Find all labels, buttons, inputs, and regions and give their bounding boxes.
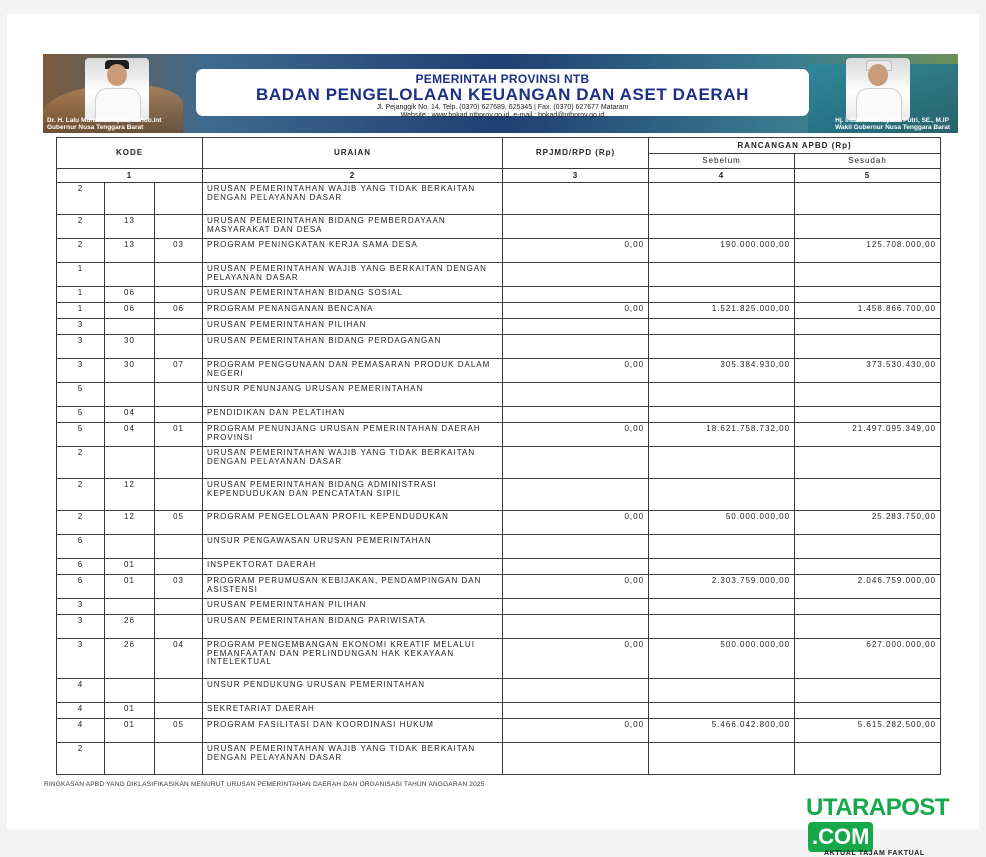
agency-title: BADAN PENGELOLAAN KEUANGAN DAN ASET DAERAH — [255, 85, 750, 104]
table-row — [57, 511, 941, 535]
uraian-cell: PROGRAM PENUNJANG URUSAN PEMERINTAHAN DAERAH PROVINSI — [203, 423, 503, 447]
table-row — [57, 407, 941, 423]
sesudah-cell — [795, 535, 941, 559]
rpjmd-cell — [503, 559, 649, 575]
sebelum-cell — [649, 559, 795, 575]
sebelum-cell — [649, 383, 795, 407]
uraian-cell: URUSAN PEMERINTAHAN WAJIB YANG TIDAK BERKAITAN DENGAN PELAYANAN DASAR — [203, 743, 503, 775]
rpjmd-cell: 0,00 — [503, 239, 649, 263]
rpjmd-cell — [503, 319, 649, 335]
sesudah-cell — [795, 263, 941, 287]
kode-2-cell — [105, 319, 155, 335]
kode-1-cell: 2 — [57, 511, 105, 535]
kode-3-cell — [155, 183, 203, 215]
sesudah-cell: 125.708.000,00 — [795, 239, 941, 263]
kode-2-cell: 13 — [105, 239, 155, 263]
kode-2-cell: 30 — [105, 335, 155, 359]
rpjmd-cell — [503, 599, 649, 615]
rpjmd-cell — [503, 335, 649, 359]
uraian-cell: PROGRAM FASILITASI DAN KOORDINASI HUKUM — [203, 719, 503, 743]
uraian-cell: URUSAN PEMERINTAHAN WAJIB YANG TIDAK BERKAITAN DENGAN PELAYANAN DASAR — [203, 183, 503, 215]
table-row — [57, 183, 941, 215]
table-row — [57, 239, 941, 263]
kode-3-cell: 06 — [155, 303, 203, 319]
kode-2-cell — [105, 535, 155, 559]
sebelum-cell — [649, 703, 795, 719]
kode-2-cell — [105, 743, 155, 775]
kode-1-cell: 4 — [57, 703, 105, 719]
kode-3-cell — [155, 615, 203, 639]
kode-2-cell: 01 — [105, 719, 155, 743]
vice-governor-portrait — [846, 58, 910, 120]
uraian-cell: PROGRAM PENGGUNAAN DAN PEMASARAN PRODUK DALAM NEGERI — [203, 359, 503, 383]
sesudah-cell — [795, 447, 941, 479]
sesudah-cell — [795, 335, 941, 359]
sebelum-cell — [649, 183, 795, 215]
footnote: RINGKASAN APBD YANG DIKLASIFIKASIKAN MENURUT URUSAN PEMERINTAHAN DAERAH DAN ORGANISASI TAHUN ANGGARAN 2025 — [44, 781, 485, 788]
uraian-cell: PROGRAM PERUMUSAN KEBIJAKAN, PENDAMPINGAN DAN ASISTENSI — [203, 575, 503, 599]
kode-3-cell: 04 — [155, 639, 203, 679]
kode-1-cell: 5 — [57, 407, 105, 423]
kode-3-cell — [155, 535, 203, 559]
kode-2-cell — [105, 599, 155, 615]
kode-3-cell — [155, 407, 203, 423]
kode-1-cell: 2 — [57, 183, 105, 215]
sesudah-cell: 25.283.750,00 — [795, 511, 941, 535]
sesudah-cell: 5.615.282.500,00 — [795, 719, 941, 743]
kode-1-cell: 2 — [57, 215, 105, 239]
sesudah-cell — [795, 743, 941, 775]
kode-2-cell: 06 — [105, 303, 155, 319]
sebelum-cell: 190.000.000,00 — [649, 239, 795, 263]
kode-1-cell: 3 — [57, 615, 105, 639]
rpjmd-cell — [503, 615, 649, 639]
sesudah-cell: 373.530.430,00 — [795, 359, 941, 383]
rpjmd-cell — [503, 479, 649, 511]
header-banner — [43, 54, 958, 133]
kode-2-cell — [105, 447, 155, 479]
kode-1-cell: 6 — [57, 535, 105, 559]
sesudah-cell — [795, 479, 941, 511]
utarapost-logo — [806, 794, 986, 857]
kode-3-cell: 05 — [155, 511, 203, 535]
kode-1-cell: 1 — [57, 303, 105, 319]
sebelum-cell — [649, 407, 795, 423]
governor-name: Dr. H. Lalu Muhamad Iqbal, M.Hub.Int — [47, 117, 162, 124]
sebelum-cell — [649, 263, 795, 287]
header-title-box — [196, 69, 809, 119]
table-row — [57, 263, 941, 287]
vice-governor-name: Hj. Indah Dhamayanti Putri, SE., M.IP — [835, 117, 949, 124]
sesudah-cell — [795, 703, 941, 719]
kode-3-cell — [155, 599, 203, 615]
uraian-cell: URUSAN PEMERINTAHAN WAJIB YANG BERKAITAN DENGAN PELAYANAN DASAR — [203, 263, 503, 287]
rpjmd-cell — [503, 183, 649, 215]
sebelum-cell — [649, 679, 795, 703]
kode-1-cell: 3 — [57, 359, 105, 383]
table-row — [57, 743, 941, 775]
uraian-cell: URUSAN PEMERINTAHAN BIDANG ADMINISTRASI KEPENDUDUKAN DAN PENCATATAN SIPIL — [203, 479, 503, 511]
header-kode: KODE — [57, 138, 203, 169]
kode-1-cell: 6 — [57, 559, 105, 575]
sesudah-cell — [795, 215, 941, 239]
table-row — [57, 359, 941, 383]
vice-governor-role: Wakil Gubernur Nusa Tenggara Barat — [835, 124, 950, 131]
kode-1-cell: 2 — [57, 743, 105, 775]
table-row — [57, 535, 941, 559]
sebelum-cell: 2.303.759.000,00 — [649, 575, 795, 599]
uraian-cell: UNSUR PENUNJANG URUSAN PEMERINTAHAN — [203, 383, 503, 407]
uraian-cell: URUSAN PEMERINTAHAN BIDANG PERDAGANGAN — [203, 335, 503, 359]
kode-1-cell: 6 — [57, 575, 105, 599]
sesudah-cell: 21.497.095.349,00 — [795, 423, 941, 447]
uraian-cell: PROGRAM PENINGKATAN KERJA SAMA DESA — [203, 239, 503, 263]
kode-1-cell: 1 — [57, 287, 105, 303]
sebelum-cell: 5.466.042.800,00 — [649, 719, 795, 743]
sesudah-cell — [795, 599, 941, 615]
col-number-2: 2 — [203, 169, 503, 183]
sebelum-cell — [649, 319, 795, 335]
header-uraian: URAIAN — [203, 138, 503, 169]
kode-2-cell: 26 — [105, 615, 155, 639]
rpjmd-cell — [503, 383, 649, 407]
header-rancangan: RANCANGAN APBD (Rp) — [649, 138, 941, 154]
uraian-cell: PROGRAM PENGEMBANGAN EKONOMI KREATIF MELALUI PEMANFAATAN DAN PERLINDUNGAN HAK KEKAYAAN INTELEKTUAL — [203, 639, 503, 679]
col-number-1: 1 — [57, 169, 203, 183]
kode-3-cell — [155, 287, 203, 303]
kode-1-cell: 2 — [57, 239, 105, 263]
rpjmd-cell: 0,00 — [503, 303, 649, 319]
kode-3-cell: 01 — [155, 423, 203, 447]
table-row — [57, 599, 941, 615]
rpjmd-cell: 0,00 — [503, 423, 649, 447]
kode-1-cell: 3 — [57, 319, 105, 335]
sesudah-cell — [795, 287, 941, 303]
kode-2-cell: 01 — [105, 559, 155, 575]
kode-1-cell: 4 — [57, 679, 105, 703]
kode-2-cell: 12 — [105, 479, 155, 511]
sebelum-cell — [649, 447, 795, 479]
rpjmd-cell — [503, 263, 649, 287]
col-number-4: 4 — [649, 169, 795, 183]
kode-3-cell: 03 — [155, 239, 203, 263]
sebelum-cell: 1.521.825.000,00 — [649, 303, 795, 319]
agency-contact: Website : www.bpkad.ntbprov.go.id, e-mail : bpkad@ntbprov.go.id — [400, 112, 605, 119]
kode-2-cell: 12 — [105, 511, 155, 535]
sesudah-cell: 1.458.866.700,00 — [795, 303, 941, 319]
sesudah-cell — [795, 383, 941, 407]
rpjmd-cell — [503, 679, 649, 703]
rpjmd-cell — [503, 287, 649, 303]
header-rpjmd: RPJMD/RPD (Rp) — [503, 138, 649, 169]
kode-3-cell: 03 — [155, 575, 203, 599]
kode-2-cell: 13 — [105, 215, 155, 239]
sesudah-cell: 627.000.000,00 — [795, 639, 941, 679]
kode-1-cell: 4 — [57, 719, 105, 743]
table-row — [57, 335, 941, 359]
kode-2-cell: 01 — [105, 703, 155, 719]
governor-caption — [47, 117, 161, 131]
rpjmd-cell: 0,00 — [503, 639, 649, 679]
uraian-cell: PROGRAM PENGELOLAAN PROFIL KEPENDUDUKAN — [203, 511, 503, 535]
kode-2-cell: 26 — [105, 639, 155, 679]
table-row — [57, 615, 941, 639]
apbd-table-body — [57, 183, 941, 775]
kode-1-cell: 2 — [57, 479, 105, 511]
rpjmd-cell — [503, 215, 649, 239]
kode-3-cell — [155, 215, 203, 239]
logo-com: .COM — [808, 822, 873, 852]
rpjmd-cell: 0,00 — [503, 511, 649, 535]
kode-1-cell: 3 — [57, 335, 105, 359]
rpjmd-cell — [503, 447, 649, 479]
kode-1-cell: 5 — [57, 423, 105, 447]
sesudah-cell: 2.046.759.000,00 — [795, 575, 941, 599]
col-number-3: 3 — [503, 169, 649, 183]
sebelum-cell — [649, 535, 795, 559]
sebelum-cell — [649, 335, 795, 359]
table-row — [57, 319, 941, 335]
kode-2-cell: 06 — [105, 287, 155, 303]
kode-2-cell: 30 — [105, 359, 155, 383]
kode-3-cell — [155, 319, 203, 335]
table-row — [57, 703, 941, 719]
gov-title: PEMERINTAH PROVINSI NTB — [415, 72, 590, 86]
governor-role: Gubernur Nusa Tenggara Barat — [47, 124, 144, 131]
table-row — [57, 447, 941, 479]
uraian-cell: URUSAN PEMERINTAHAN PILIHAN — [203, 319, 503, 335]
uraian-cell: UNSUR PENDUKUNG URUSAN PEMERINTAHAN — [203, 679, 503, 703]
table-row — [57, 423, 941, 447]
sesudah-cell — [795, 559, 941, 575]
sebelum-cell: 305.384.930,00 — [649, 359, 795, 383]
kode-3-cell — [155, 479, 203, 511]
table-row — [57, 215, 941, 239]
governor-portrait — [85, 58, 149, 120]
logo-tagline: AKTUAL TAJAM FAKTUAL — [824, 850, 925, 857]
uraian-cell: UNSUR PENGAWASAN URUSAN PEMERINTAHAN — [203, 535, 503, 559]
kode-1-cell: 3 — [57, 639, 105, 679]
agency-address: Jl. Pejanggik No. 14, Telp. (0370) 627689, 625345 | Fax. (0370) 627677 Mataram — [376, 104, 629, 111]
sebelum-cell: 50.000.000,00 — [649, 511, 795, 535]
sesudah-cell — [795, 615, 941, 639]
uraian-cell: INSPEKTORAT DAERAH — [203, 559, 503, 575]
uraian-cell: URUSAN PEMERINTAHAN BIDANG SOSIAL — [203, 287, 503, 303]
sesudah-cell — [795, 407, 941, 423]
uraian-cell: PENDIDIKAN DAN PELATIHAN — [203, 407, 503, 423]
kode-2-cell — [105, 383, 155, 407]
kode-3-cell — [155, 263, 203, 287]
sebelum-cell — [649, 287, 795, 303]
apbd-table — [56, 137, 941, 775]
kode-1-cell: 1 — [57, 263, 105, 287]
kode-3-cell: 07 — [155, 359, 203, 383]
sesudah-cell — [795, 319, 941, 335]
header-sebelum: Sebelum — [649, 154, 795, 169]
table-row — [57, 303, 941, 319]
rpjmd-cell: 0,00 — [503, 359, 649, 383]
table-row — [57, 719, 941, 743]
rpjmd-cell — [503, 743, 649, 775]
uraian-cell: SEKRETARIAT DAERAH — [203, 703, 503, 719]
kode-1-cell: 5 — [57, 383, 105, 407]
sesudah-cell — [795, 679, 941, 703]
table-row — [57, 287, 941, 303]
rpjmd-cell: 0,00 — [503, 719, 649, 743]
sesudah-cell — [795, 183, 941, 215]
table-row — [57, 479, 941, 511]
kode-3-cell — [155, 559, 203, 575]
rpjmd-cell: 0,00 — [503, 575, 649, 599]
sebelum-cell — [649, 479, 795, 511]
table-row — [57, 639, 941, 679]
kode-3-cell — [155, 335, 203, 359]
kode-3-cell — [155, 447, 203, 479]
kode-2-cell — [105, 679, 155, 703]
kode-1-cell: 3 — [57, 599, 105, 615]
table-row — [57, 679, 941, 703]
table-row — [57, 559, 941, 575]
sebelum-cell — [649, 743, 795, 775]
sebelum-cell — [649, 599, 795, 615]
uraian-cell: URUSAN PEMERINTAHAN BIDANG PARIWISATA — [203, 615, 503, 639]
table-row — [57, 575, 941, 599]
kode-3-cell — [155, 743, 203, 775]
col-number-5: 5 — [795, 169, 941, 183]
kode-3-cell: 05 — [155, 719, 203, 743]
sebelum-cell — [649, 215, 795, 239]
kode-2-cell: 04 — [105, 423, 155, 447]
uraian-cell: PROGRAM PENANGANAN BENCANA — [203, 303, 503, 319]
kode-3-cell — [155, 703, 203, 719]
uraian-cell: URUSAN PEMERINTAHAN PILIHAN — [203, 599, 503, 615]
sebelum-cell: 500.000.000,00 — [649, 639, 795, 679]
kode-3-cell — [155, 679, 203, 703]
kode-2-cell: 04 — [105, 407, 155, 423]
kode-1-cell: 2 — [57, 447, 105, 479]
header-sesudah: Sesudah — [795, 154, 941, 169]
uraian-cell: URUSAN PEMERINTAHAN WAJIB YANG TIDAK BERKAITAN DENGAN PELAYANAN DASAR — [203, 447, 503, 479]
sebelum-cell — [649, 615, 795, 639]
kode-2-cell — [105, 263, 155, 287]
uraian-cell: URUSAN PEMERINTAHAN BIDANG PEMBERDAYAAN MASYARAKAT DAN DESA — [203, 215, 503, 239]
kode-2-cell: 01 — [105, 575, 155, 599]
sebelum-cell: 18.621.758.732,00 — [649, 423, 795, 447]
rpjmd-cell — [503, 703, 649, 719]
rpjmd-cell — [503, 407, 649, 423]
logo-word: UTARAPOST — [806, 794, 950, 821]
kode-3-cell — [155, 383, 203, 407]
table-row — [57, 383, 941, 407]
kode-2-cell — [105, 183, 155, 215]
vice-governor-caption — [835, 117, 950, 131]
rpjmd-cell — [503, 535, 649, 559]
